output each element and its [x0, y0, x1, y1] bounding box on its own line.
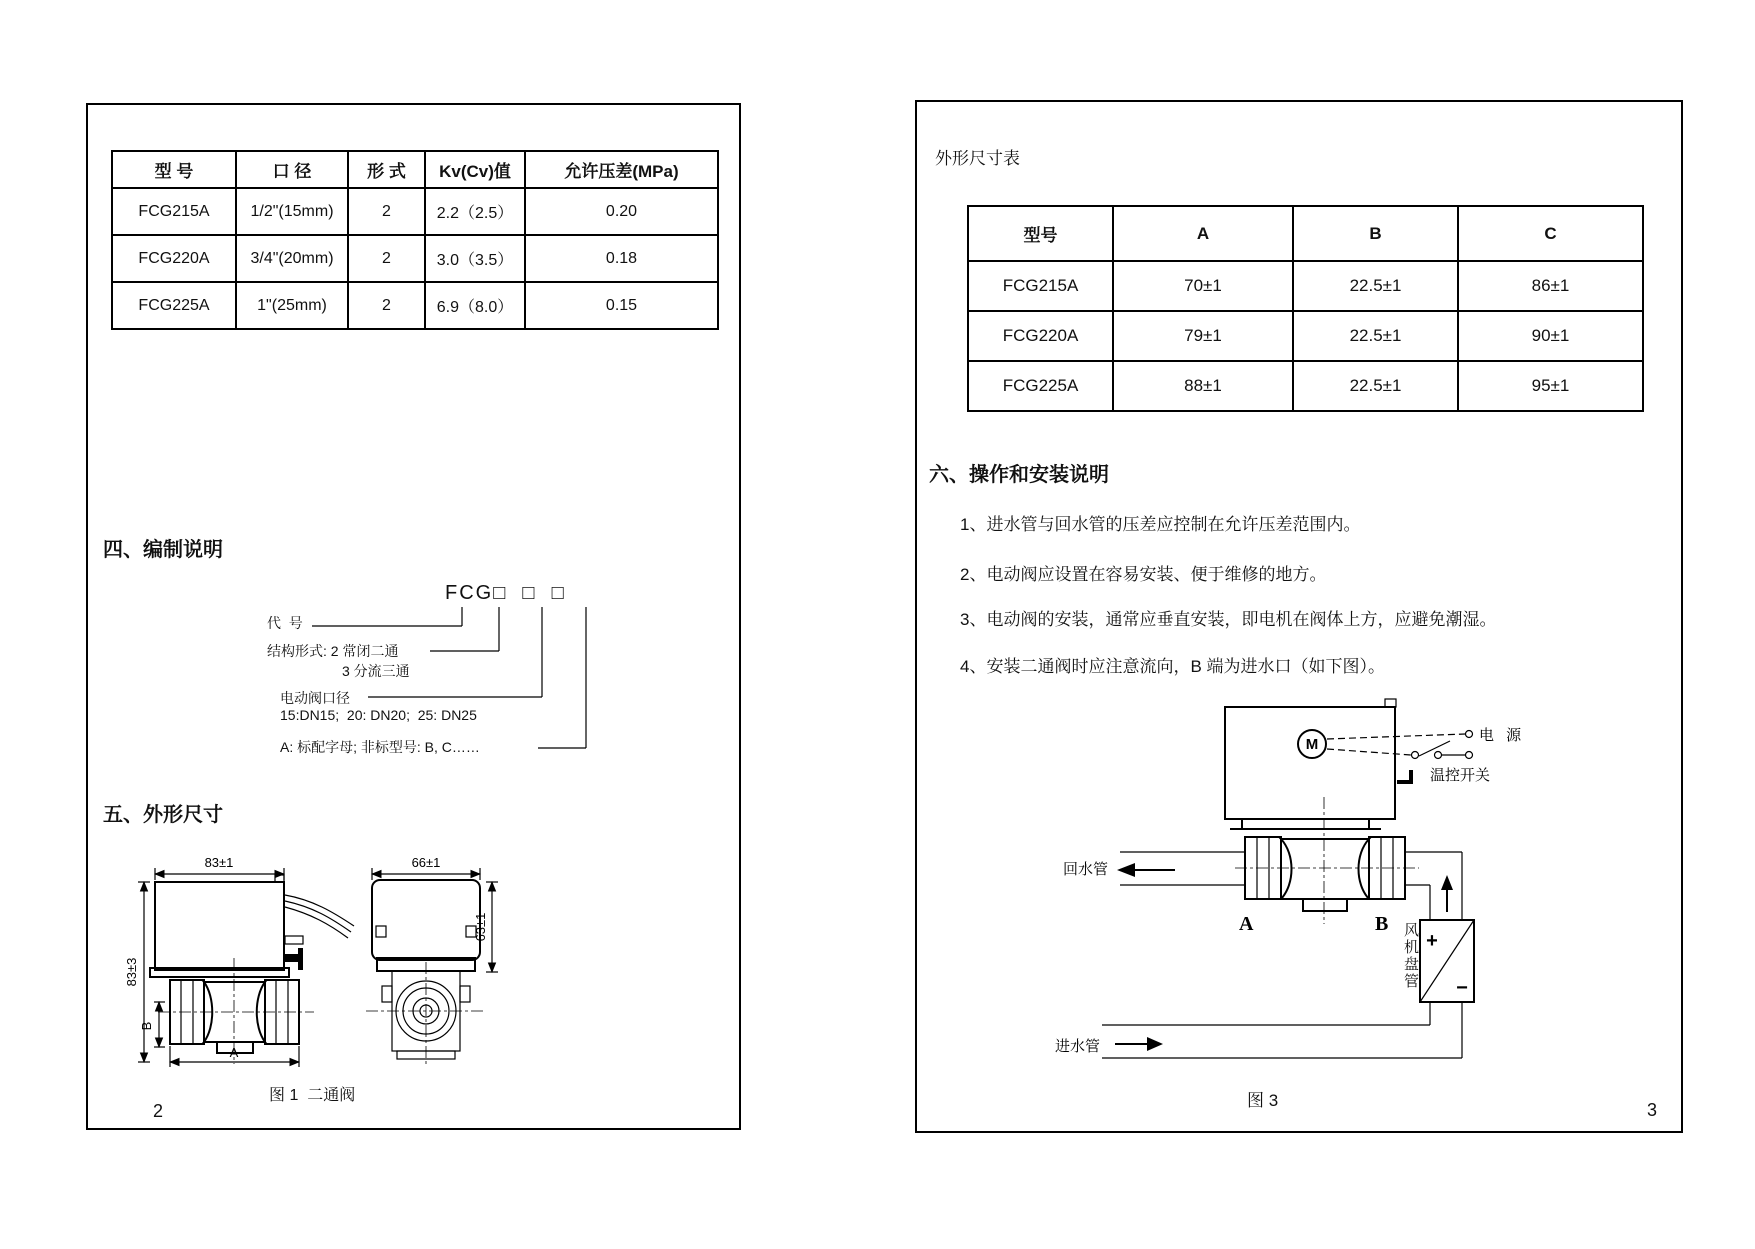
- table-cell: FCG215A: [968, 261, 1113, 311]
- table-row: [968, 311, 1643, 361]
- table-row: [968, 261, 1643, 311]
- dim-b-label: B: [139, 1021, 154, 1031]
- figure3-caption: 图 3: [1247, 1091, 1279, 1110]
- code-label-structure: 结构形式: 2 常闭二通: [267, 643, 399, 659]
- table-cell: 3/4"(20mm): [236, 235, 348, 282]
- model-code-text: FCG□ □ □: [445, 582, 566, 604]
- spec-col-pressure: 允许压差(MPa): [525, 151, 718, 188]
- table-cell: 22.5±1: [1293, 361, 1458, 411]
- spec-col-form: 形 式: [348, 151, 425, 188]
- section6-title: 六、操作和安装说明: [929, 464, 1109, 486]
- dim-width-83: 83±1: [204, 855, 234, 870]
- dim-col-model: 型号: [968, 206, 1113, 261]
- table-cell: 70±1: [1113, 261, 1293, 311]
- valve-front-view: [366, 868, 498, 1066]
- table-cell: 95±1: [1458, 361, 1643, 411]
- fan-coil-minus-label: −: [1456, 977, 1468, 999]
- instruction-item-4: 4、安装二通阀时应注意流向，B 端为进水口（如下图）。: [960, 657, 1386, 676]
- table-cell: FCG225A: [968, 361, 1113, 411]
- instruction-item-2: 2、电动阀应设置在容易安装、便于维修的地方。: [960, 565, 1327, 584]
- instruction-item-1: 1、进水管与回水管的压差应控制在允许压差范围内。: [960, 515, 1361, 534]
- table-cell: 2.2（2.5）: [425, 188, 525, 235]
- table-cell: FCG220A: [968, 311, 1113, 361]
- table-cell: 88±1: [1113, 361, 1293, 411]
- table-cell: 1"(25mm): [236, 282, 348, 329]
- port-a-label: A: [1239, 913, 1254, 935]
- spec-table: [111, 150, 719, 330]
- dimensions-table: [967, 205, 1644, 412]
- code-label-structure-2: 3 分流三通: [342, 663, 410, 679]
- inlet-pipe-label: 进水管: [1055, 1038, 1101, 1055]
- table-cell: 1/2"(15mm): [236, 188, 348, 235]
- dim-col-b: B: [1293, 206, 1458, 261]
- spec-col-kv: Kv(Cv)值: [425, 151, 525, 188]
- table-cell: 0.20: [525, 188, 718, 235]
- spec-table-header-row: [112, 151, 718, 188]
- table-cell: 86±1: [1458, 261, 1643, 311]
- table-cell: 6.9（8.0）: [425, 282, 525, 329]
- return-pipe-label: 回水管: [1063, 861, 1109, 878]
- table-cell: FCG225A: [112, 282, 236, 329]
- dim-height-63: 63±1: [473, 912, 488, 942]
- table-cell: FCG215A: [112, 188, 236, 235]
- code-label-suffix: A: 标配字母; 非标型号: B, C……: [280, 739, 480, 755]
- table-cell: 3.0（3.5）: [425, 235, 525, 282]
- page-number-3: 3: [1647, 1100, 1658, 1120]
- instruction-item-3: 3、电动阀的安装，通常应垂直安装，即电机在阀体上方，应避免潮湿。: [960, 610, 1497, 629]
- table-cell: 22.5±1: [1293, 311, 1458, 361]
- dim-col-c: C: [1458, 206, 1643, 261]
- power-label: 电 源: [1479, 727, 1526, 744]
- section4-title: 四、编制说明: [103, 539, 223, 561]
- table-row: [112, 282, 718, 329]
- code-leader-lines: [258, 600, 593, 755]
- page-number-2: 2: [153, 1101, 164, 1121]
- dim-height-83: 83±3: [124, 957, 139, 987]
- valve-side-view: [138, 868, 354, 1067]
- dim-table-header-row: [968, 206, 1643, 261]
- table-cell: 0.15: [525, 282, 718, 329]
- table-cell: 79±1: [1113, 311, 1293, 361]
- code-label-bore-values: 15:DN15; 20: DN20; 25: DN25: [280, 707, 477, 723]
- spec-col-bore: 口 径: [236, 151, 348, 188]
- fan-coil-label: 风机盘管: [1402, 922, 1419, 990]
- dim-a-label: A: [229, 1045, 239, 1060]
- table-cell: 22.5±1: [1293, 261, 1458, 311]
- port-b-label: B: [1375, 913, 1389, 935]
- spec-col-model: 型 号: [112, 151, 236, 188]
- table-cell: 2: [348, 188, 425, 235]
- table-cell: 2: [348, 235, 425, 282]
- valve-body: [1235, 797, 1419, 924]
- figure1-drawing: [118, 850, 528, 1170]
- page-3: [915, 100, 1683, 1133]
- thermostat-switch-label: 温控开关: [1430, 767, 1491, 784]
- section5-title: 五、外形尺寸: [103, 804, 223, 826]
- code-label-designation: 代 号: [267, 615, 303, 631]
- table-cell: FCG220A: [112, 235, 236, 282]
- table-row: [112, 188, 718, 235]
- fan-coil-plus-label: +: [1426, 930, 1438, 952]
- code-label-bore: 电动阀口径: [280, 690, 350, 706]
- dim-width-66: 66±1: [411, 855, 441, 870]
- page-2: [86, 103, 741, 1130]
- table-cell: 0.18: [525, 235, 718, 282]
- motor-actuator: [1225, 699, 1473, 829]
- table-cell: 2: [348, 282, 425, 329]
- figure3-diagram: [1047, 692, 1547, 1082]
- dim-col-a: A: [1113, 206, 1293, 261]
- dim-table-title: 外形尺寸表: [935, 149, 1020, 168]
- table-cell: 90±1: [1458, 311, 1643, 361]
- table-row: [112, 235, 718, 282]
- motor-m-label: M: [1305, 736, 1319, 753]
- figure1-caption: 图 1 二通阀: [269, 1087, 356, 1104]
- table-row: [968, 361, 1643, 411]
